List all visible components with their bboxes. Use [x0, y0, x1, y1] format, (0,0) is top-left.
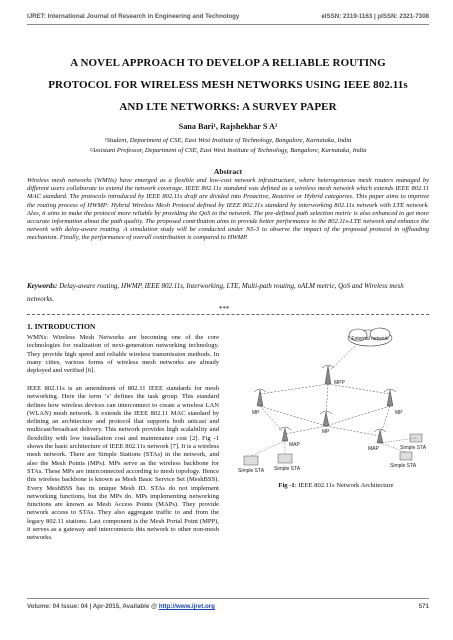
keywords-label: Keywords: [27, 282, 58, 290]
station-1 [238, 456, 265, 474]
title-line-1: A NOVEL APPROACH TO DEVELOP A RELIABLE ROUTING [70, 57, 386, 69]
map-left-node [279, 427, 301, 448]
page-footer [27, 603, 429, 610]
station-4-label: Simple STA [390, 463, 417, 469]
journal-link[interactable]: http://www.ijret.org [158, 603, 215, 610]
mp-left-node [252, 389, 266, 416]
cloud-icon [348, 328, 392, 346]
station-3 [400, 434, 427, 451]
station-3-label: Simple STA [400, 445, 427, 451]
paper-title [27, 52, 429, 118]
footer-rule [27, 598, 429, 599]
mp-left-label: MP [252, 410, 260, 416]
abstract-heading: Abstract [213, 167, 243, 176]
mp-right-label: MP [395, 410, 403, 416]
separator-stars: *** [219, 305, 230, 313]
mp-right-node [384, 389, 403, 416]
mp-center-label: MP [322, 429, 330, 435]
map-left-label: MAP [289, 442, 300, 448]
mp-center-node [320, 411, 332, 435]
intro-paragraph-2: IEEE 802.11s is an amendment of 802.11 IEEE standards for mesh networking. Here the term ‘s’ defines the task group. This standard defines how wireless devices can interconnect to create a wireless LAN (WLAN) mesh network. It extends the IEEE 802.11 MAC standard by defining an architecture and protocol that supports both unicast and multicast/broadcast delivery. This network provides high scalability and flexibility with low installation cost and maintenance cost [2]. Fig -1 shows the basic architecture of IEEE 802.11s network [7]. It is a wireless mesh network. There are Simple Stations (STAs) in the network, and also the Mesh Points (MPs). MPs serve as the wireless backbone for STAs. These MPs are interconnected according to mesh topology. Hence this wireless backbone is known as Mesh Basic Service Set (MeshBSS). Every MeshBSS has its unique Mesh ID. STAs do not implement networking functions, but the MPs do. MPs implementing networking functions are known as Mesh Access Points (MAPs). They provide network access to STAs. They also aggregate traffic to and from the legacy 802.11 stations. Last component is the Mesh Portal Point (MPP), it serves as a gateway and interconnects this network to other non-mesh networks. [27, 385, 219, 542]
footer-volume [27, 603, 215, 610]
journal-issn: eISSN: 2319-1163 | pISSN: 2321-7308 [321, 13, 429, 20]
page-number: 571 [418, 603, 429, 610]
network-architecture-figure [230, 326, 430, 481]
station-4 [390, 452, 417, 469]
station-2 [274, 454, 301, 472]
station-1-label: Simple STA [238, 468, 265, 474]
map-right-label: MAP [368, 446, 379, 452]
intro-paragraph-1: WMNs: Wireless Mesh Networks are becoming one of the core technologies for realization of next-generation networking technology. They provide high speed and reliable wireless transmission methods. In many cities, various forms of wireless mesh networks are already deployed and verified [6]. [27, 334, 219, 375]
authors: Sana Bari¹, Rajshekhar S A² [178, 122, 278, 131]
abstract-text: Wireless mesh networks (WMNs) have emerged as a flexible and low-cost network infrastructure, where heterogeneous mesh routers managed by different users collaborate to extend the network coverage. IEEE 802.11s standard was defined as a wireless mesh network which extends IEEE 802.11 MAC standard. The protocols introduced by IEEE 802.11s draft are divided into Proactive, Reactive or Hybrid categories. This paper aims to improve the routing process of HWMP: Hybrid Wireless Mesh Protocol defined by IEEE 802.11s standard by interworking 802.11s network with LTE network. Also, it aims to make the protocol more reliable by providing the QoS to the network. The pre-defined path selection metric is also enhanced to get more accurate information about the path quality. The proposed contribution aims to provide better performance to the 802.11s-LTE network and enhance the network with delay-aware routing. A simulation study will be conducted under NS-3 to observe the impact of the proposed protocol in offloading mechanism. Finally, the performance of overall contribution is compared to HWMP. [27, 177, 429, 242]
mpp-node [322, 365, 346, 386]
map-right-node [368, 429, 386, 452]
station-2-label: Simple STA [274, 466, 301, 472]
journal-name: IJRET: International Journal of Research in Engineering and Technology [27, 13, 240, 20]
figure-caption-label: Fig -1 [278, 482, 295, 489]
figure-caption [242, 482, 430, 489]
figure-caption-text: : IEEE 802.11s Network Architecture [294, 482, 394, 489]
keywords-text: Delay-aware routing, HWMP, IEEE 802.11s, Interworking, LTE, Multi-path routing, nALM metric, QoS and Wireless mesh networks. [27, 282, 404, 303]
keywords [27, 280, 429, 305]
title-line-3: AND LTE NETWORKS: A SURVEY PAPER [119, 101, 337, 113]
title-line-2: PROTOCOL FOR WIRELESS MESH NETWORKS USING IEEE 802.11s [48, 79, 408, 91]
header-rule [27, 24, 429, 25]
section-heading: 1. INTRODUCTION [27, 322, 96, 331]
affiliation-2: ²Assistant Professor, Department of CSE, East West Institute of Technology, Bangalore, Karnataka, India [89, 147, 367, 154]
mpp-label: MPP [334, 380, 345, 386]
station-links [251, 438, 416, 456]
affiliation-1: ¹Student, Department of CSE, East West Institute of Technology, Bangalore, Karnataka, India [104, 137, 352, 144]
footer-volume-text: Volume: 04 Issue: 04 | Apr-2015, Available @ [27, 603, 158, 610]
journal-header [27, 13, 429, 20]
external-network-label: External network [351, 336, 389, 342]
